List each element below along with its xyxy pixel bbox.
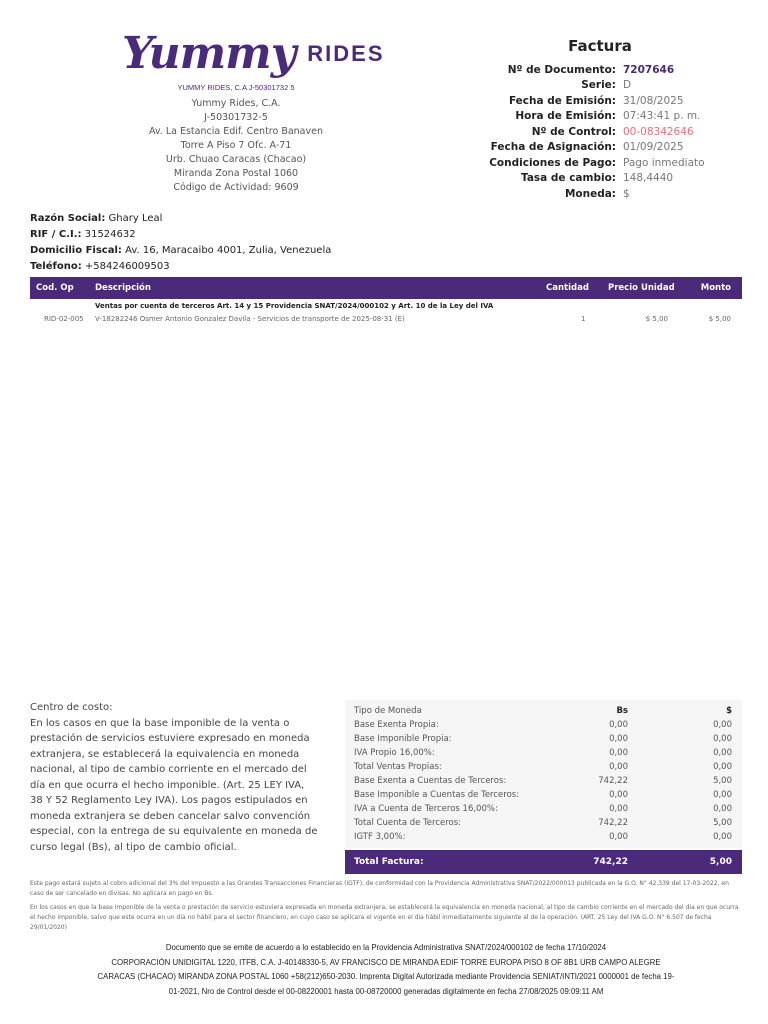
logo-script: Yummy: [122, 28, 296, 79]
meta-row-moneda: [470, 186, 740, 202]
company-line: Yummy Rides, C.A.: [191, 98, 281, 109]
client-telefono: [30, 259, 331, 275]
client-rif-value: 31524632: [84, 229, 136, 240]
totals-label: IGTF 3,00%:: [354, 832, 406, 842]
totals-row: [345, 748, 742, 762]
totals-row: [345, 762, 742, 776]
row-qty: 1: [581, 315, 586, 323]
meta-label: Serie:: [581, 79, 616, 92]
client-rif-label: RIF / C.I.:: [30, 229, 82, 240]
totals-row: [345, 734, 742, 748]
client-rif: [30, 227, 331, 243]
totals-usd: 0,00: [713, 804, 732, 814]
totals-usd: 0,00: [713, 762, 732, 772]
totals-bs: 0,00: [609, 748, 628, 758]
meta-value: D: [623, 79, 632, 92]
totals-usd: 0,00: [713, 734, 732, 744]
totals-label: Base Exenta a Cuentas de Terceros:: [354, 776, 507, 786]
note-title: Centro de costo:: [30, 702, 113, 713]
row-cod: RID-02-005: [44, 315, 84, 323]
totals-bs: 0,00: [609, 762, 628, 772]
legal-line: Documento que se emite de acuerdo a lo establecido en la Providencia Administrativa SNAT/2024/000102 de fecha 17/10/2024: [165, 943, 607, 952]
invoice-title: Factura: [568, 37, 632, 55]
totals-label: Tipo de Moneda: [354, 706, 422, 716]
meta-row-condiciones: [470, 155, 740, 171]
meta-label: Tasa de cambio:: [521, 172, 616, 185]
note-text: En los casos en que la base imponible de la venta o prestación de servicios estuviere expresado en moneda extranjera, se establecerá la equivalencia en moneda nacional, al tipo de cambio corriente en el mercado del día en que ocurra el hecho imponible. (Art. 25 LEY IVA, 38 Y 52 Reglamento Ley IVA). Los pagos estipulados en moneda extranjera se deben cancelar salvo convención especial, con la entrega de su equivalente en moneda de curso legal (Bs), al tipo de cambio oficial.: [30, 717, 318, 853]
meta-row-asignacion: [470, 140, 740, 156]
meta-label: Moneda:: [564, 187, 616, 200]
meta-row-fecha-emision: [470, 93, 740, 109]
legal-footer: [30, 941, 742, 999]
header-qty: Cantidad: [546, 283, 589, 293]
company-line: Código de Actividad: 9609: [173, 182, 299, 193]
legal-line: 01-2021, Nro de Control desde el 00-08220001 hasta 00-08720000 generadas digitalmente en fecha 27/08/2025 09:09:11 AM: [168, 986, 604, 996]
meta-label: Hora de Emisión:: [515, 110, 616, 123]
totals-bs: 742,22: [598, 818, 628, 828]
total-label: Total Factura:: [354, 857, 424, 867]
logo-subline: YUMMY RIDES, C.A J-50301732 5: [177, 83, 295, 92]
totals-row: [345, 790, 742, 804]
client-razon-value: Ghary Leal: [108, 213, 163, 224]
total-usd: 5,00: [709, 857, 732, 867]
total-bs: 742,22: [593, 857, 628, 867]
totals-box: [345, 700, 742, 848]
logo-rides: RIDES: [307, 41, 385, 66]
totals-bs: 0,00: [609, 832, 628, 842]
company-line: J-50301732-5: [204, 112, 268, 123]
totals-bs: 0,00: [609, 734, 628, 744]
client-razon: [30, 211, 331, 227]
table-row: [30, 315, 742, 327]
meta-label: Fecha de Asignación:: [490, 141, 616, 154]
meta-row-serie: [470, 78, 740, 94]
totals-row: [345, 818, 742, 832]
cost-center-note: [30, 700, 320, 855]
meta-value: 7207646: [623, 63, 675, 76]
meta-value: Pago inmediato: [623, 156, 705, 169]
company-line: Urb. Chuao Caracas (Chacao): [165, 154, 307, 165]
company-address: [122, 97, 350, 195]
meta-value: 01/09/2025: [623, 141, 684, 154]
totals-usd: 5,00: [713, 776, 732, 786]
totals-label: Base Imponible Propia:: [354, 734, 452, 744]
row-amount: $ 5,00: [708, 315, 731, 323]
company-line: Av. La Estancia Edif. Centro Banaven: [148, 126, 323, 137]
fine-print-exchange: En los casos en que la base imponible de la venta o prestación de servicio estuviera expresada en moneda extranjera, se establecerá la equivalencia en moneda nacional, al tipo de cambio corriente en el mercado del dia en que ocurra el hecho imponible, salvo que este ocurra en un dia no hábil para el sector financiero, en cuyo caso se aplicara el vigente en el dia hábil inmediatamente siguiente al de la operación. (ART. 25 Ley del IVA G.O. N° 6.507 de fecha 29/01/2020): [30, 904, 739, 931]
legal-line: CORPORACIÓN UNIDIGITAL 1220, ITFB, C.A. J-40148330-5, AV FRANCISCO DE MIRANDA EDIF TORRE EUROPA PISO 8 OF 8B1 URB CAMPO ALEGRE: [111, 957, 661, 967]
meta-row-documento: [470, 62, 740, 78]
meta-label: Condiciones de Pago:: [489, 156, 616, 169]
company-line: Torre A Piso 7 Ofc. A-71: [180, 140, 292, 151]
company-line: Miranda Zona Postal 1060: [173, 168, 299, 179]
meta-row-hora-emision: [470, 109, 740, 125]
totals-usd: 0,00: [713, 748, 732, 758]
totals-bs: 0,00: [609, 804, 628, 814]
client-domicilio-value: Av. 16, Maracaibo 4001, Zulia, Venezuela: [125, 245, 332, 256]
totals-row: [345, 776, 742, 790]
totals-usd: 5,00: [713, 818, 732, 828]
totals-label: Base Imponible a Cuentas de Terceros:: [354, 790, 520, 800]
invoice-meta: [470, 62, 740, 202]
client-domicilio-label: Domicilio Fiscal:: [30, 245, 122, 256]
meta-value: 00-08342646: [623, 125, 694, 138]
client-domicilio: [30, 243, 331, 259]
meta-value: 07:43:41 p. m.: [623, 110, 701, 123]
header-price: Precio Unidad: [608, 283, 675, 293]
totals-row: [345, 832, 742, 846]
client-telefono-label: Teléfono:: [30, 261, 82, 272]
meta-label: Nº de Control:: [531, 125, 616, 138]
company-logo: [122, 28, 385, 80]
meta-value: 31/08/2025: [623, 94, 684, 107]
header-cod: Cod. Op: [36, 283, 74, 293]
meta-value: 148,4440: [623, 172, 674, 185]
meta-label: Nº de Documento:: [507, 63, 616, 76]
totals-usd: 0,00: [713, 832, 732, 842]
totals-label: Total Ventas Propias:: [354, 762, 442, 772]
totals-bs: 0,00: [609, 790, 628, 800]
client-telefono-value: +584246009503: [84, 261, 170, 272]
totals-bs: 742,22: [598, 776, 628, 786]
header-desc: Descripción: [95, 283, 151, 293]
row-desc: V-18282246 Osmer Antonio Gonzalez Davila - Servicios de transporte de 2025-08-31 (E): [95, 315, 405, 323]
row-price: $ 5,00: [645, 315, 668, 323]
totals-label: IVA Propio 16,00%:: [354, 748, 435, 758]
legal-line: CARACAS (CHACAO) MIRANDA ZONA POSTAL 1060 +58(212)650-2030. Imprenta Digital Autorizada mediante Providencia SENIAT/INTI/2021 0000001 de fecha 19-: [97, 972, 675, 981]
meta-value: $: [623, 187, 630, 200]
header-amount: Monto: [700, 283, 731, 293]
totals-header: [345, 706, 742, 720]
totals-bs: Bs: [616, 706, 628, 716]
totals-label: Base Exenta Propia:: [354, 720, 439, 730]
meta-row-tasa: [470, 171, 740, 187]
client-razon-label: Razón Social:: [30, 213, 106, 224]
total-invoice-bar: [345, 850, 742, 874]
meta-row-control: [470, 124, 740, 140]
totals-label: Total Cuenta de Terceros:: [354, 818, 462, 828]
totals-usd: 0,00: [713, 720, 732, 730]
totals-row: [345, 804, 742, 818]
totals-bs: 0,00: [609, 720, 628, 730]
fine-print-igtf: Este pago estará sujeto al cobro adicional del 3% del Impuesto a las Grandes Transacciones Financieras (IGTF), de conformidad con la Providencia Administrativa SNAT/2022/000013 publicada en la G.O. N° 42.339 del 17-03-2022, en caso de ser cancelado en divisas. No aplicara en pago en Bs.: [30, 880, 729, 897]
client-info: [30, 211, 331, 275]
totals-label: IVA a Cuenta de Terceros 16,00%:: [354, 804, 498, 814]
items-table-header: [30, 277, 742, 299]
totals-usd: 0,00: [713, 790, 732, 800]
totals-row: [345, 720, 742, 734]
items-group-title: Ventas por cuenta de terceros Art. 14 y 15 Providencia SNAT/2024/000102 y Art. 10 de la Ley del IVA: [95, 302, 494, 310]
meta-label: Fecha de Emisión:: [508, 94, 616, 107]
totals-usd: $: [726, 706, 732, 716]
